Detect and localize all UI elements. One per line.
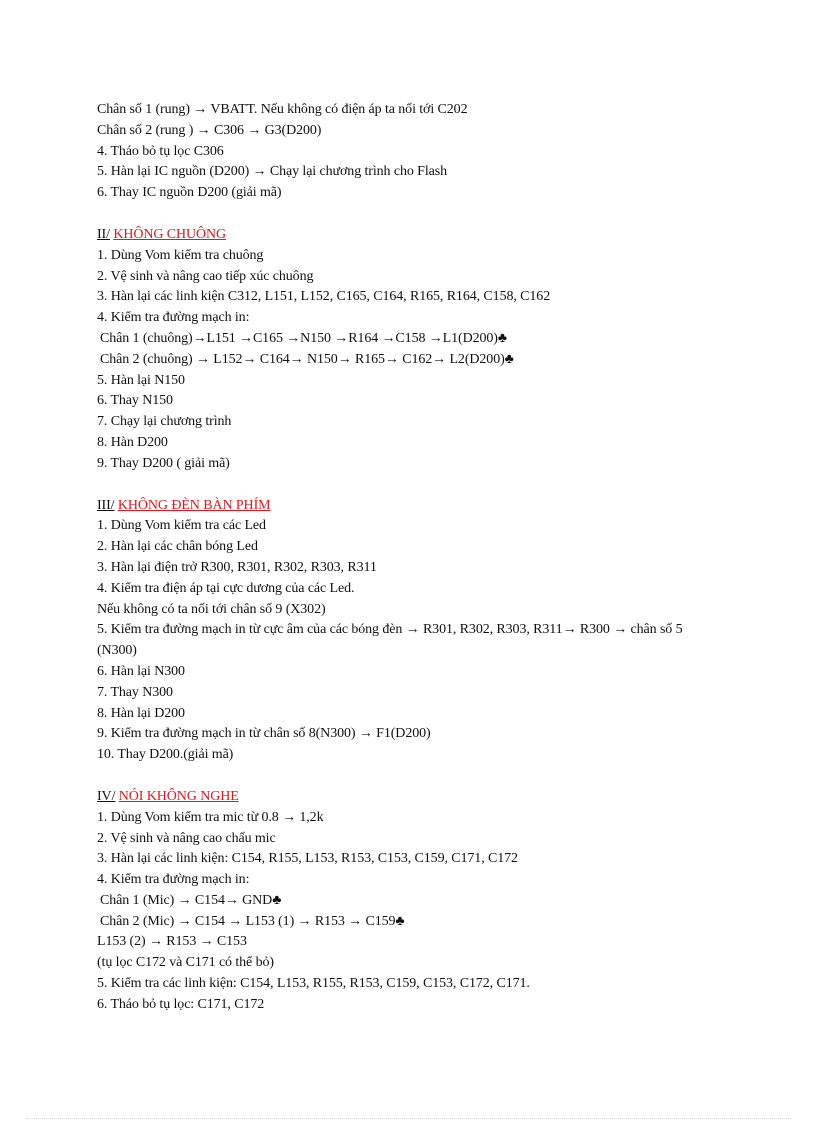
text-line: L153 (2) → R153 → C153 xyxy=(97,934,247,950)
text-line: 8. Hàn D200 xyxy=(97,434,168,450)
text-line: 6. Tháo bỏ tụ lọc: C171, C172 xyxy=(97,996,265,1012)
text-line: 5. Kiểm tra đường mạch in từ cực âm của các bóng đèn → R301, R302, R303, R311→ R300 → chân số 5 xyxy=(97,622,683,638)
text-line: 7. Chạy lại chương trình xyxy=(97,414,232,430)
text-line: 5. Hàn lại N150 xyxy=(97,372,185,388)
section-number: IV/ xyxy=(97,788,116,804)
section-title: KHÔNG CHUÔNG xyxy=(113,226,227,242)
text-line: 3. Hàn lại các linh kiện: C154, R155, L153, R153, C153, C159, C171, C172 xyxy=(97,851,518,867)
text-line: Chân 2 (chuông) → L152→ C164→ N150→ R165→ C162→ L2(D200)♣ xyxy=(100,351,514,367)
text-line: 3. Hàn lại các linh kiện C312, L151, L152, C165, C164, R165, R164, C158, C162 xyxy=(97,289,551,305)
text-line: 1. Dùng Vom kiểm tra mic từ 0.8 → 1,2k xyxy=(97,809,324,825)
text-line: 3. Hàn lại điện trở R300, R301, R302, R303, R311 xyxy=(97,559,377,575)
page-bottom-rule xyxy=(25,1118,791,1119)
text-line: 6. Thay IC nguồn D200 (giải mã) xyxy=(97,185,282,201)
text-line: 2. Hàn lại các chân bóng Led xyxy=(97,539,258,555)
document-body xyxy=(97,100,737,1016)
section-heading xyxy=(97,787,737,808)
section-khong-chuong xyxy=(97,225,737,475)
text-line: 5. Kiểm tra các linh kiện: C154, L153, R155, R153, C159, C153, C172, C171. xyxy=(97,976,530,992)
text-line: (N300) xyxy=(97,643,137,659)
text-line: 9. Kiểm tra đường mạch in từ chân số 8(N300) → F1(D200) xyxy=(97,726,431,742)
text-line: 2. Vệ sinh và nâng cao tiếp xúc chuông xyxy=(97,268,314,284)
section-number: III/ xyxy=(97,497,115,513)
text-line: 9. Thay D200 ( giải mã) xyxy=(97,455,230,471)
text-line: 4. Kiểm tra đường mạch in: xyxy=(97,310,250,326)
text-line: 4. Tháo bỏ tụ lọc C306 xyxy=(97,143,224,159)
section-number: II/ xyxy=(97,226,110,242)
section-khong-den-ban-phim xyxy=(97,496,737,766)
text-line: 6. Hàn lại N300 xyxy=(97,663,185,679)
text-line: Chân số 2 (rung ) → C306 → G3(D200) xyxy=(97,122,322,138)
text-line: 10. Thay D200.(giải mã) xyxy=(97,747,234,763)
text-line: (tụ lọc C172 và C171 có thể bỏ) xyxy=(97,955,274,971)
text-line: Chân 2 (Mic) → C154 → L153 (1) → R153 → C159♣ xyxy=(100,913,405,929)
section-title: NÓI KHÔNG NGHE xyxy=(118,788,239,804)
section-heading xyxy=(97,496,737,517)
text-line: 4. Kiểm tra đường mạch in: xyxy=(97,872,250,888)
text-line: Chân 1 (Mic) → C154→ GND♣ xyxy=(100,892,282,908)
text-line: 4. Kiểm tra điện áp tại cực dương của các Led. xyxy=(97,580,355,596)
intro-block xyxy=(97,100,737,204)
section-heading xyxy=(97,225,737,246)
text-line: Nếu không có ta nối tới chân số 9 (X302) xyxy=(97,601,326,617)
text-line: Chân 1 (chuông)→L151 →C165 →N150 →R164 →C158 →L1(D200)♣ xyxy=(100,330,507,346)
text-line: 1. Dùng Vom kiểm tra các Led xyxy=(97,518,266,534)
text-line: Chân số 1 (rung) → VBATT. Nếu không có điện áp ta nối tới C202 xyxy=(97,102,468,117)
text-line: 2. Vệ sinh và nâng cao chấu mic xyxy=(97,830,276,846)
section-title: KHÔNG ĐÈN BÀN PHÍM xyxy=(117,497,271,513)
text-line: 1. Dùng Vom kiểm tra chuông xyxy=(97,247,264,263)
section-noi-khong-nghe xyxy=(97,787,737,1016)
text-line: 6. Thay N150 xyxy=(97,393,173,409)
text-line: 8. Hàn lại D200 xyxy=(97,705,185,721)
text-line: 7. Thay N300 xyxy=(97,684,173,700)
text-line: 5. Hàn lại IC nguồn (D200) → Chạy lại chương trình cho Flash xyxy=(97,164,447,180)
